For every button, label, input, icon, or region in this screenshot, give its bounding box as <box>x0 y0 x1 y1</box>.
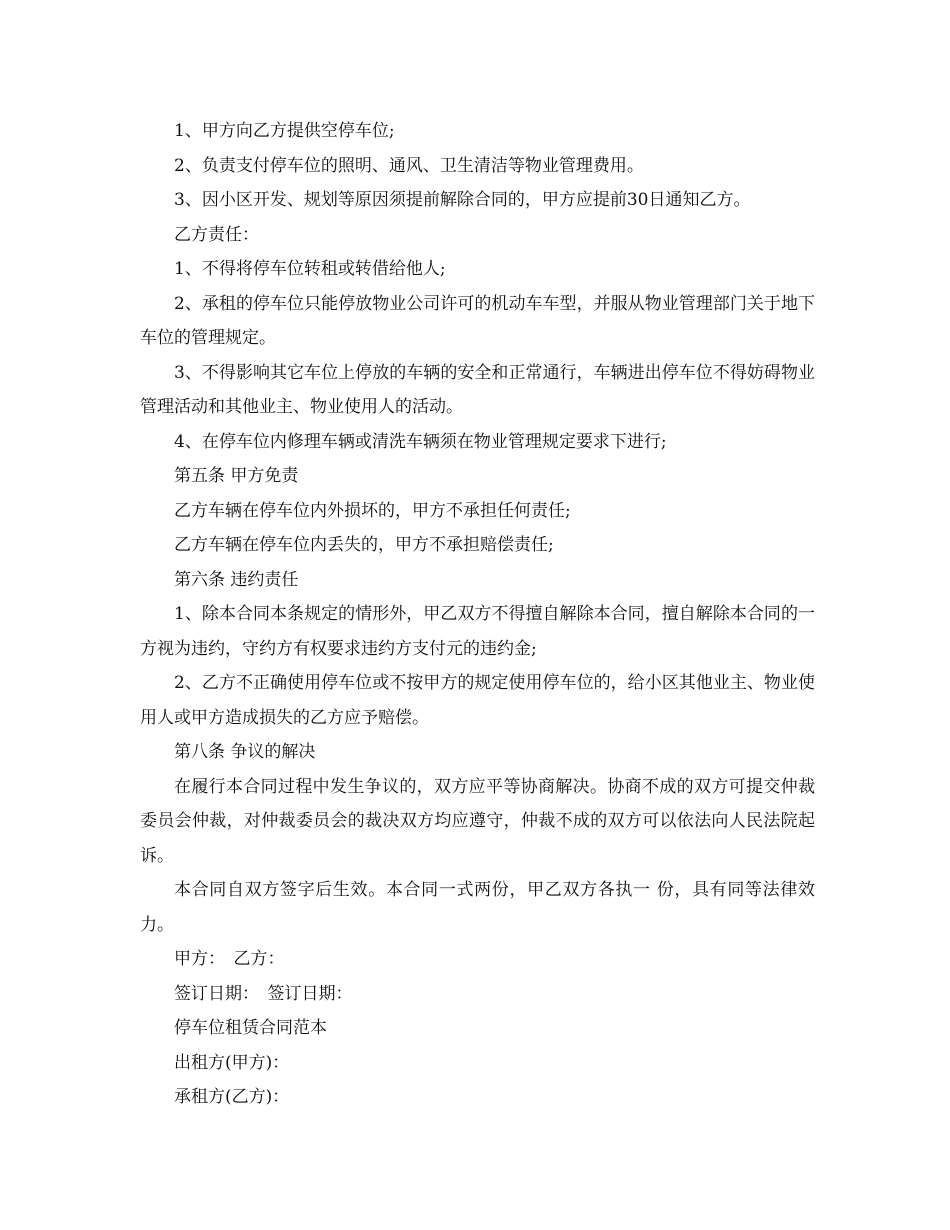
signature-parties: 甲方： 乙方： <box>174 949 285 969</box>
clause-party-a-3: 3、因小区开发、规划等原因须提前解除合同的，甲方应提前30日通知乙方。 <box>174 190 751 210</box>
clause-article-8-1: 在履行本合同过程中发生争议的，双方应平等协商解决。协商不成的双方可提交仲裁委员会仲裁，对仲裁委员会的裁决双方均应遵守，仲裁不成的双方可以依法向人民法院起诉。 <box>140 776 815 866</box>
clause-party-b-1: 1、不得将停车位转租或转借给他人; <box>174 259 446 279</box>
clause-party-b-4: 4、在停车位内修理车辆或清洗车辆须在物业管理规定要求下进行; <box>174 431 667 452</box>
signature-dates: 签订日期： 签订日期： <box>174 983 353 1004</box>
lessor-line: 出租方(甲方)： <box>174 1052 290 1073</box>
heading-article-6: 第六条 违约责任 <box>174 569 299 590</box>
clause-party-b-3: 3、不得影响其它车位上停放的车辆的安全和正常通行，车辆进出停车位不得妨碍物业管理活动和其他业主、物业使用人的活动。 <box>140 362 815 417</box>
clause-article-5-1: 乙方车辆在停车位内外损坏的，甲方不承担任何责任; <box>174 500 571 521</box>
template-title: 停车位租赁合同范本 <box>174 1018 327 1038</box>
clause-party-b-2: 2、承租的停车位只能停放物业公司许可的机动车车型，并服从物业管理部门关于地下车位的管理规定。 <box>140 293 815 348</box>
clause-party-a-1: 1、甲方向乙方提供空停车位; <box>174 121 395 141</box>
clause-article-5-2: 乙方车辆在停车位内丢失的，甲方不承担赔偿责任; <box>174 535 554 555</box>
document-body <box>140 114 815 1115</box>
heading-party-b-duties: 乙方责任： <box>174 224 259 245</box>
heading-article-8: 第八条 争议的解决 <box>174 742 316 762</box>
heading-article-5: 第五条 甲方免责 <box>174 466 299 486</box>
lessee-line: 承租方(乙方)： <box>174 1087 290 1107</box>
clause-effective: 本合同自双方签字后生效。本合同一式两份，甲乙双方各执一 份，具有同等法律效力。 <box>140 880 815 935</box>
clause-article-6-1: 1、除本合同本条规定的情形外，甲乙双方不得擅自解除本合同，擅自解除本合同的一方视为违约，守约方有权要求违约方支付元的违约金; <box>140 604 815 659</box>
clause-article-6-2: 2、乙方不正确使用停车位或不按甲方的规定使用停车位的，给小区其他业主、物业使用人或甲方造成损失的乙方应予赔偿。 <box>140 673 815 728</box>
clause-party-a-2: 2、负责支付停车位的照明、通风、卫生清洁等物业管理费用。 <box>174 155 644 176</box>
